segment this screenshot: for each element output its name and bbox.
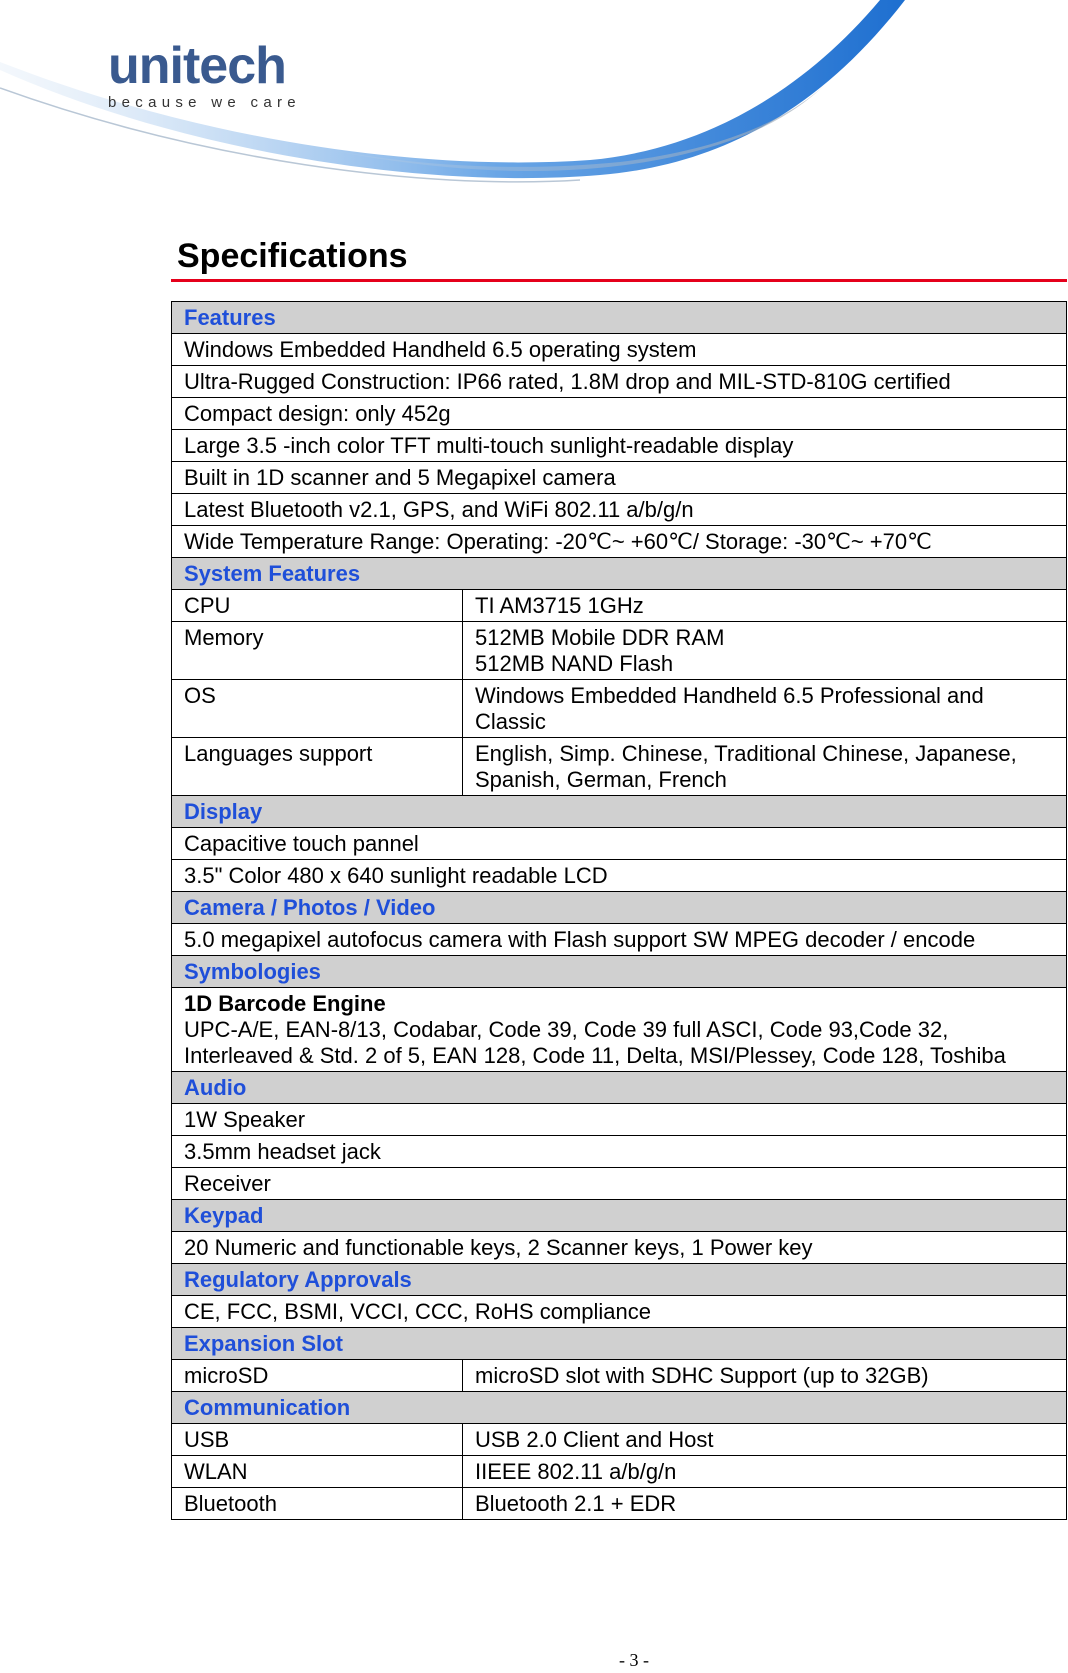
spec-value: IIEEE 802.11 a/b/g/n — [463, 1456, 1067, 1488]
section-header-communication — [172, 1392, 1067, 1424]
spec-value: English, Simp. Chinese, Traditional Chinese, Japanese, Spanish, German, French — [463, 738, 1067, 796]
table-row — [172, 1360, 1067, 1392]
table-row — [172, 526, 1067, 558]
section-header-regulatory — [172, 1264, 1067, 1296]
spec-cell: 3.5mm headset jack — [172, 1136, 1067, 1168]
feature-cell: Built in 1D scanner and 5 Megapixel camera — [172, 462, 1067, 494]
section-header-display — [172, 796, 1067, 828]
spec-label: OS — [172, 680, 463, 738]
table-row — [172, 1168, 1067, 1200]
section-title: Symbologies — [172, 956, 1067, 988]
table-row — [172, 1136, 1067, 1168]
table-row — [172, 590, 1067, 622]
section-title: Audio — [172, 1072, 1067, 1104]
section-header-system-features — [172, 558, 1067, 590]
page-title: Specifications — [177, 237, 408, 275]
section-title: Display — [172, 796, 1067, 828]
section-header-camera — [172, 892, 1067, 924]
section-header-audio — [172, 1072, 1067, 1104]
table-row — [172, 1104, 1067, 1136]
feature-cell: Ultra-Rugged Construction: IP66 rated, 1.8M drop and MIL-STD-810G certified — [172, 366, 1067, 398]
table-row — [172, 494, 1067, 526]
section-header-expansion — [172, 1328, 1067, 1360]
spec-label: microSD — [172, 1360, 463, 1392]
section-title: System Features — [172, 558, 1067, 590]
spec-label: WLAN — [172, 1456, 463, 1488]
logo-wordmark: unitech — [108, 37, 286, 95]
spec-cell: 3.5" Color 480 x 640 sunlight readable LCD — [172, 860, 1067, 892]
spec-value: TI AM3715 1GHz — [463, 590, 1067, 622]
feature-cell: Compact design: only 452g — [172, 398, 1067, 430]
table-row — [172, 680, 1067, 738]
table-row — [172, 366, 1067, 398]
table-row — [172, 622, 1067, 680]
spec-label: CPU — [172, 590, 463, 622]
table-row — [172, 430, 1067, 462]
feature-cell: Wide Temperature Range: Operating: -20℃~ +60℃/ Storage: -30℃~ +70℃ — [172, 526, 1067, 558]
section-header-features — [172, 302, 1067, 334]
spec-cell — [172, 988, 1067, 1072]
spec-cell: Capacitive touch pannel — [172, 828, 1067, 860]
table-row — [172, 924, 1067, 956]
table-row — [172, 828, 1067, 860]
feature-cell: Latest Bluetooth v2.1, GPS, and WiFi 802.11 a/b/g/n — [172, 494, 1067, 526]
logo-tagline: because we care — [108, 94, 301, 111]
table-row — [172, 334, 1067, 366]
table-row — [172, 1424, 1067, 1456]
table-row — [172, 1296, 1067, 1328]
table-row — [172, 988, 1067, 1072]
unitech-logo — [108, 37, 301, 112]
table-row — [172, 738, 1067, 796]
spec-value: microSD slot with SDHC Support (up to 32GB) — [463, 1360, 1067, 1392]
specifications-table — [171, 301, 1067, 1520]
spec-cell: 5.0 megapixel autofocus camera with Flash support SW MPEG decoder / encode — [172, 924, 1067, 956]
table-row — [172, 1488, 1067, 1520]
table-row — [172, 1232, 1067, 1264]
spec-cell: 1W Speaker — [172, 1104, 1067, 1136]
spec-value-line: 512MB Mobile DDR RAM — [475, 625, 725, 650]
barcode-engine-title: 1D Barcode Engine — [184, 991, 386, 1016]
section-header-symbologies — [172, 956, 1067, 988]
table-row — [172, 860, 1067, 892]
table-row — [172, 398, 1067, 430]
barcode-codes-list: UPC-A/E, EAN-8/13, Codabar, Code 39, Code 39 full ASCI, Code 93,Code 32, Interleaved & Std. 2 of 5, EAN 128, Code 11, Delta, MSI/Plessey, Code 128, Toshiba — [184, 1017, 1006, 1068]
spec-label: USB — [172, 1424, 463, 1456]
section-title: Keypad — [172, 1200, 1067, 1232]
spec-label: Bluetooth — [172, 1488, 463, 1520]
section-header-keypad — [172, 1200, 1067, 1232]
page-number: - 3 - — [619, 1650, 649, 1670]
table-row — [172, 462, 1067, 494]
spec-value: USB 2.0 Client and Host — [463, 1424, 1067, 1456]
feature-cell: Large 3.5 -inch color TFT multi-touch sunlight-readable display — [172, 430, 1067, 462]
section-title: Expansion Slot — [172, 1328, 1067, 1360]
section-title: Features — [172, 302, 1067, 334]
spec-value: Windows Embedded Handheld 6.5 Professional and Classic — [463, 680, 1067, 738]
section-title: Regulatory Approvals — [172, 1264, 1067, 1296]
spec-cell: CE, FCC, BSMI, VCCI, CCC, RoHS compliance — [172, 1296, 1067, 1328]
spec-cell: 20 Numeric and functionable keys, 2 Scanner keys, 1 Power key — [172, 1232, 1067, 1264]
table-row — [172, 1456, 1067, 1488]
spec-cell: Receiver — [172, 1168, 1067, 1200]
section-title: Communication — [172, 1392, 1067, 1424]
feature-cell: Windows Embedded Handheld 6.5 operating system — [172, 334, 1067, 366]
spec-label: Memory — [172, 622, 463, 680]
section-title: Camera / Photos / Video — [172, 892, 1067, 924]
spec-value — [463, 622, 1067, 680]
spec-value: Bluetooth 2.1 + EDR — [463, 1488, 1067, 1520]
spec-value-line: 512MB NAND Flash — [475, 651, 674, 676]
spec-label: Languages support — [172, 738, 463, 796]
title-underline — [171, 279, 1067, 282]
